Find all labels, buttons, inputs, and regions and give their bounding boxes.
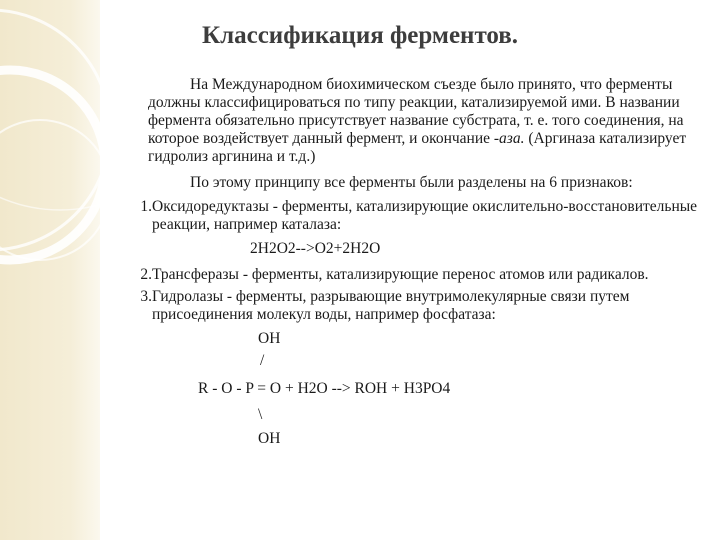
catalase-formula: 2H2O2-->O2+2H2O [250, 240, 381, 257]
list-number: 1. [140, 198, 152, 215]
formula-bond-slash: / [260, 352, 265, 369]
formula-main-line: R - O - P = O + H2O --> ROH + H3PO4 [198, 380, 451, 397]
principle-paragraph: По этому принципу все ферменты были разделены на 6 признаков: [190, 174, 633, 191]
intro-text: На Международном биохимическом съезде было принято, что ферменты должны классифицироваться по типу реакции, катализируемой ими. В названии фермента обязательно присутствует название субстрата, т. е. того соединения, на которое воздействует данный фермент, и окончание [148, 76, 684, 147]
suffix-emphasis: -аза. [493, 130, 525, 147]
list-item-oxidoreductases [118, 198, 698, 234]
list-item-hydrolases [118, 288, 698, 324]
intro-text-end: (Аргиназа катализирует гидролиз аргинина и т.д.) [148, 130, 687, 165]
list-text: Гидролазы - ферменты, разрывающие внутримолекулярные связи путем присоединения молекул воды, например фосфатаза: [152, 288, 630, 323]
phosphatase-formula [118, 330, 698, 448]
formula-bond-backslash: \ [258, 406, 263, 423]
formula-oh-bottom: OH [258, 430, 281, 447]
intro-paragraph [148, 76, 698, 166]
list-number: 2. [140, 266, 152, 283]
slide-title: Классификация ферментов. [201, 22, 519, 49]
list-item-transferases [118, 266, 698, 284]
list-text: Трансферазы - ферменты, катализирующие перенос атомов или радикалов. [152, 266, 649, 283]
list-text: Оксидоредуктазы - ферменты, катализирующие окислительно-восстановительные реакции, например каталаза: [152, 198, 698, 233]
formula-oh-top: OH [258, 330, 281, 347]
list-number: 3. [140, 288, 152, 305]
slide-body [118, 76, 698, 448]
